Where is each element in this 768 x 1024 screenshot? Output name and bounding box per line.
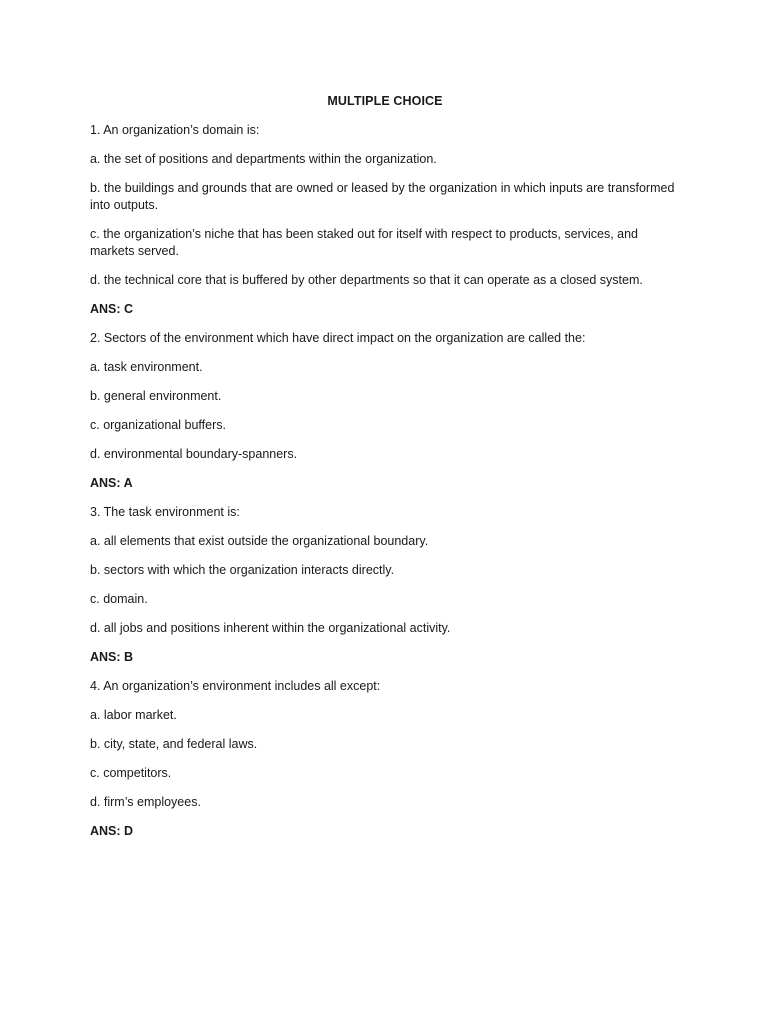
- question-3-option-a: a. all elements that exist outside the organizational boundary.: [90, 534, 429, 548]
- question-1-option-a: a. the set of positions and departments within the organization.: [90, 152, 437, 166]
- question-4: 4. An organization’s environment includes all except:: [90, 679, 381, 693]
- question-1-answer: ANS: C: [90, 302, 134, 316]
- question-4-option-d: d. firm’s employees.: [90, 795, 201, 809]
- question-2-option-b: b. general environment.: [90, 389, 222, 403]
- question-2-answer: ANS: A: [90, 476, 133, 490]
- question-3-answer: ANS: B: [90, 650, 134, 664]
- question-1-option-c: c. the organization’s niche that has been staked out for itself with respect to products, services, and markets served.: [90, 227, 638, 258]
- question-1-option-d: d. the technical core that is buffered by other departments so that it can operate as a closed system.: [90, 273, 643, 287]
- document-title: MULTIPLE CHOICE: [327, 94, 443, 108]
- question-4-option-a: a. labor market.: [90, 708, 177, 722]
- question-4-option-b: b. city, state, and federal laws.: [90, 737, 258, 751]
- question-2-option-a: a. task environment.: [90, 360, 203, 374]
- question-4-option-c: c. competitors.: [90, 766, 172, 780]
- question-1-option-b: b. the buildings and grounds that are owned or leased by the organization in which inputs are transformed into outputs.: [90, 181, 675, 212]
- question-3-option-d: d. all jobs and positions inherent within the organizational activity.: [90, 621, 451, 635]
- question-3-option-c: c. domain.: [90, 592, 148, 606]
- question-2: 2. Sectors of the environment which have direct impact on the organization are called the:: [90, 331, 586, 345]
- question-4-answer: ANS: D: [90, 824, 134, 838]
- question-2-option-c: c. organizational buffers.: [90, 418, 226, 432]
- question-2-option-d: d. environmental boundary-spanners.: [90, 447, 298, 461]
- question-3: 3. The task environment is:: [90, 505, 240, 519]
- question-1: 1. An organization’s domain is:: [90, 123, 260, 137]
- question-3-option-b: b. sectors with which the organization interacts directly.: [90, 563, 395, 577]
- document-body: [90, 93, 680, 852]
